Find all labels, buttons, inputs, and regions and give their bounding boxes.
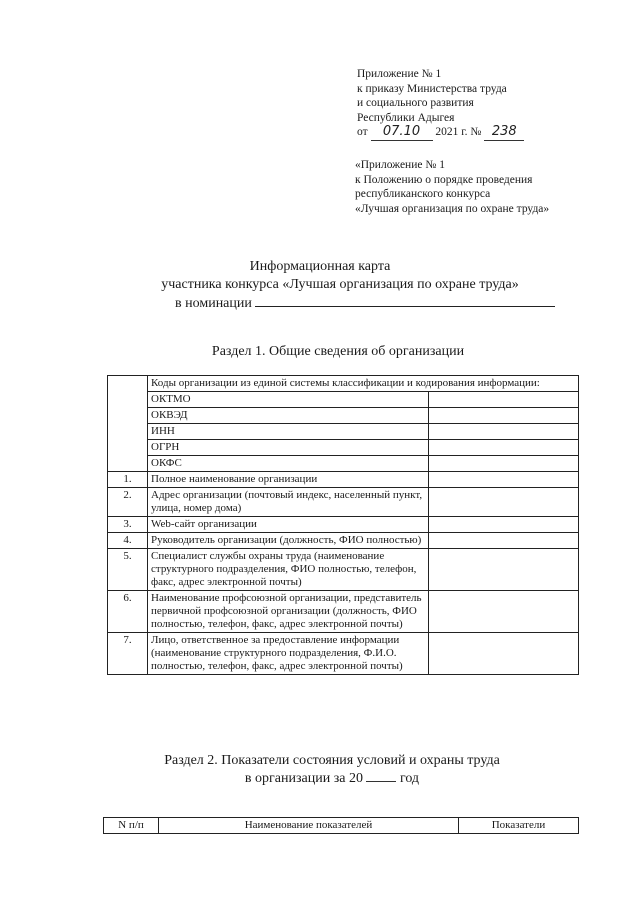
row-value-cell <box>429 533 579 549</box>
row-label: Адрес организации (почтовый индекс, населенный пункт, улица, номер дома) <box>148 488 429 517</box>
appendix-handwritten-date: 07.10 <box>371 125 433 141</box>
nomination-blank <box>255 294 555 307</box>
row-value-cell <box>429 472 579 488</box>
row-number: 1. <box>108 472 148 488</box>
code-value-cell <box>429 440 579 456</box>
appendix-block <box>357 67 524 141</box>
appendix-year-label: 2021 г. № <box>435 126 482 138</box>
col-header-indicator-value: Показатели <box>459 818 579 834</box>
code-value-cell <box>429 456 579 472</box>
table-row <box>108 488 579 517</box>
code-value-cell <box>429 392 579 408</box>
row-label: Web-сайт организации <box>148 517 429 533</box>
table-row <box>108 440 579 456</box>
code-label-okved: ОКВЭД <box>148 408 429 424</box>
general-info-table <box>107 375 579 675</box>
regulation-line-1: «Приложение № 1 <box>355 159 445 171</box>
regulation-line-2: к Положению о порядке проведения <box>355 173 533 186</box>
appendix-date-line <box>357 125 524 141</box>
code-label-inn: ИНН <box>148 424 429 440</box>
appendix-line-3: и социального развития <box>357 97 474 109</box>
row-label: Наименование профсоюзной организации, представитель первичной профсоюзной организации (должность, ФИО полностью, телефон, факс, адрес электронной почты) <box>148 591 429 633</box>
indicators-table <box>103 817 579 834</box>
regulation-line-3: республиканского конкурса <box>355 188 491 200</box>
code-label-oktmo: ОКТМО <box>148 392 429 408</box>
section2-period-prefix: в организации за 20 <box>244 771 363 786</box>
table-row <box>108 376 579 392</box>
appendix-handwritten-number: 238 <box>484 125 524 141</box>
code-label-okfs: ОКФС <box>148 456 429 472</box>
table-row <box>108 633 579 675</box>
table-row <box>108 392 579 408</box>
table-row <box>108 517 579 533</box>
table-row <box>108 591 579 633</box>
row-value-cell <box>429 549 579 591</box>
appendix-line-4: Республики Адыгея <box>357 111 455 124</box>
row-label: Лицо, ответственное за предоставление информации (наименование структурного подразделения, Ф.И.О. полностью, телефон, факс, адрес электронной почты) <box>148 633 429 675</box>
section2-title-line-1: Раздел 2. Показатели состояния условий и охраны труда <box>164 753 500 768</box>
row-value-cell <box>429 591 579 633</box>
code-label-ogrn: ОГРН <box>148 440 429 456</box>
table-header-row <box>104 818 579 834</box>
row-number: 3. <box>108 517 148 533</box>
codes-header-cell: Коды организации из единой системы классификации и кодирования информации: <box>148 376 579 392</box>
row-value-cell <box>429 517 579 533</box>
row-label: Полное наименование организации <box>148 472 429 488</box>
regulation-block <box>355 158 549 216</box>
row-number: 2. <box>108 488 148 517</box>
row-number: 4. <box>108 533 148 549</box>
section1-title: Раздел 1. Общие сведения об организации <box>211 344 465 359</box>
card-nomination-line <box>175 294 555 312</box>
col-header-indicator-name: Наименование показателей <box>159 818 459 834</box>
section2-year-blank <box>366 781 396 782</box>
row-label: Специалист службы охраны труда (наименование структурного подразделения, ФИО полностью, телефон, факс, адрес электронной почты) <box>148 549 429 591</box>
section2-title-line-2 <box>12 770 640 787</box>
regulation-line-4: «Лучшая организация по охране труда» <box>355 202 550 215</box>
table-row <box>108 424 579 440</box>
col-header-number: N п/п <box>104 818 159 834</box>
row-number: 5. <box>108 549 148 591</box>
row-value-cell <box>429 633 579 675</box>
table-row <box>108 533 579 549</box>
table-row <box>108 456 579 472</box>
code-value-cell <box>429 424 579 440</box>
table-row <box>108 549 579 591</box>
row-value-cell <box>429 488 579 517</box>
card-title-line-1: Информационная карта <box>249 259 391 274</box>
card-title-line-2: участника конкурса «Лучшая организация по охране труда» <box>161 277 519 292</box>
section2-period-suffix: год <box>399 771 420 786</box>
row-label: Руководитель организации (должность, ФИО полностью) <box>148 533 429 549</box>
table-row <box>108 472 579 488</box>
codes-num-cell <box>108 376 148 472</box>
appendix-from-label: от <box>357 126 368 138</box>
table-row <box>108 408 579 424</box>
nomination-label: в номинации <box>175 296 252 311</box>
appendix-line-2: к приказу Министерства труда <box>357 82 507 95</box>
row-number: 7. <box>108 633 148 675</box>
row-number: 6. <box>108 591 148 633</box>
code-value-cell <box>429 408 579 424</box>
appendix-line-1: Приложение № 1 <box>357 68 442 80</box>
